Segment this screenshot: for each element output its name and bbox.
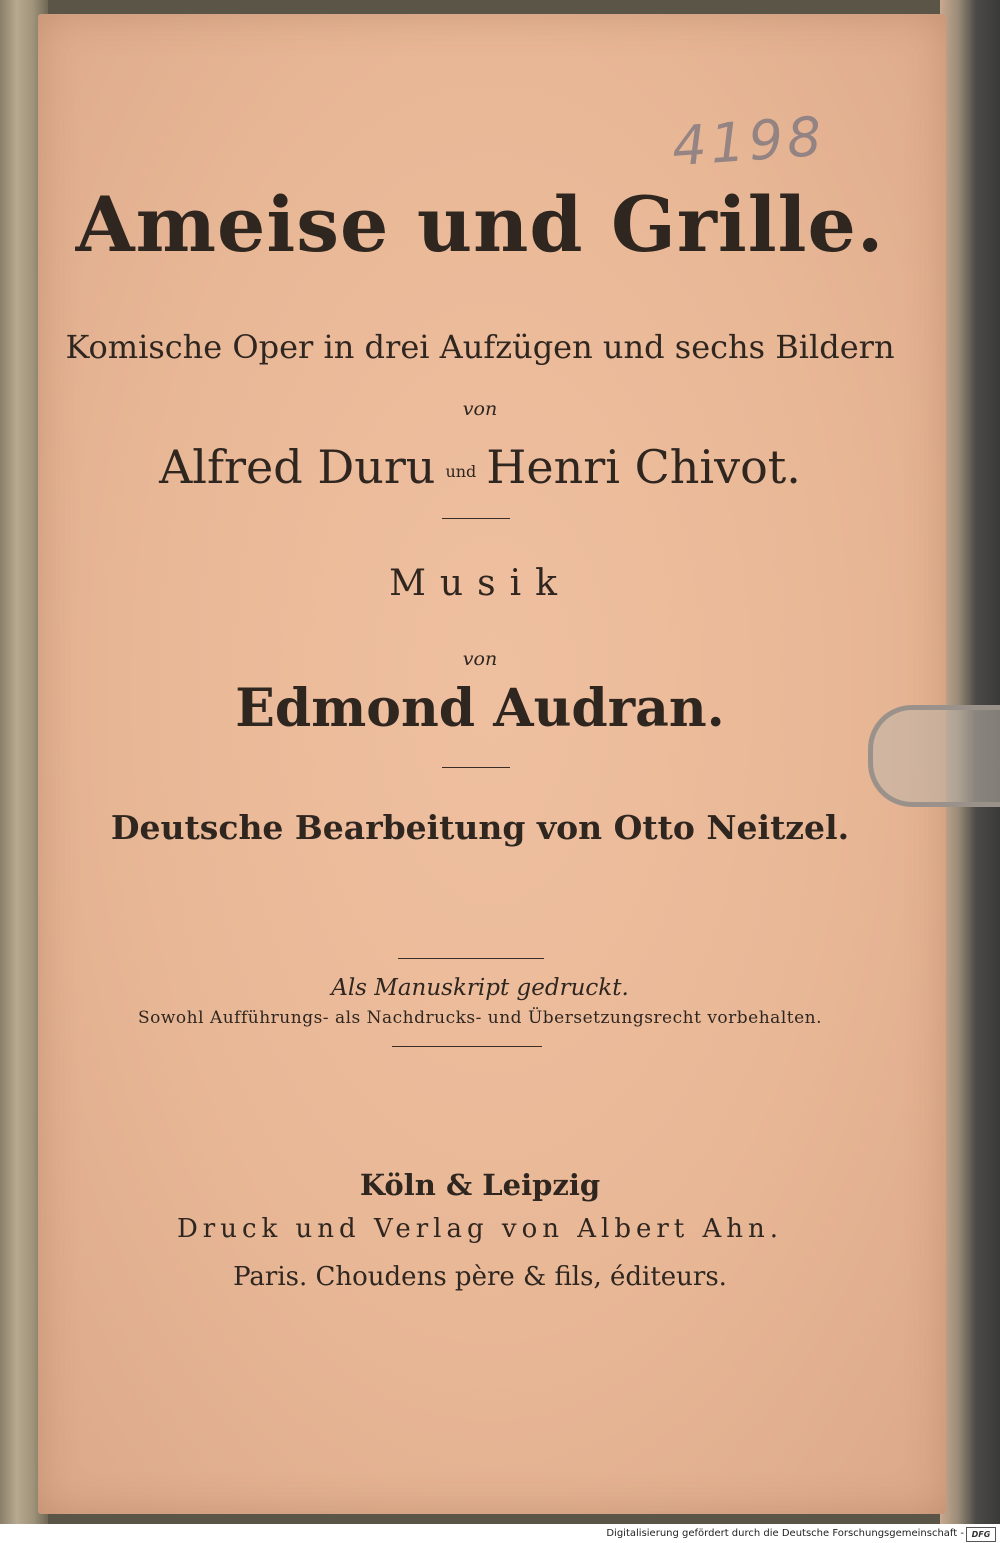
dfg-logo-icon: DFG [966,1527,996,1542]
paris-publisher-line: Paris. Choudens père & fils, éditeurs. [233,1262,727,1292]
divider-rule-3 [398,958,544,959]
author-chivot: Henri Chivot. [486,440,801,494]
musik-heading: Musik [389,563,571,604]
german-adaptation-line: Deutsche Bearbeitung von Otto Neitzel. [110,808,850,847]
pencil-shelf-number: 4198 [669,104,828,179]
opera-subtitle: Komische Oper in drei Aufzügen und sechs Bildern [65,328,895,366]
divider-rule-1 [442,518,510,519]
digitization-footer [0,1524,1000,1543]
authors-line [60,440,900,494]
divider-rule-2 [442,767,510,768]
paper-clip [868,705,1000,807]
divider-rule-4 [392,1046,542,1047]
publication-place: Köln & Leipzig [359,1168,601,1202]
opera-title: Ameise und Grille. [75,180,885,269]
manuscript-note: Als Manuskript gedruckt. [331,975,629,1001]
footer-credit-text: Digitalisierung gefördert durch die Deutsche Forschungsgemeinschaft - [606,1528,964,1539]
von-label-1: von [462,398,498,420]
composer-name: Edmond Audran. [235,678,725,739]
von-label-2: von [462,648,498,670]
rights-reserved-note: Sowohl Aufführungs- als Nachdrucks- und Übersetzungsrecht vorbehalten. [138,1008,822,1028]
und-label: und [445,461,477,481]
author-duru: Alfred Duru [159,440,436,494]
printer-publisher-line: Druck und Verlag von Albert Ahn. [176,1214,784,1244]
